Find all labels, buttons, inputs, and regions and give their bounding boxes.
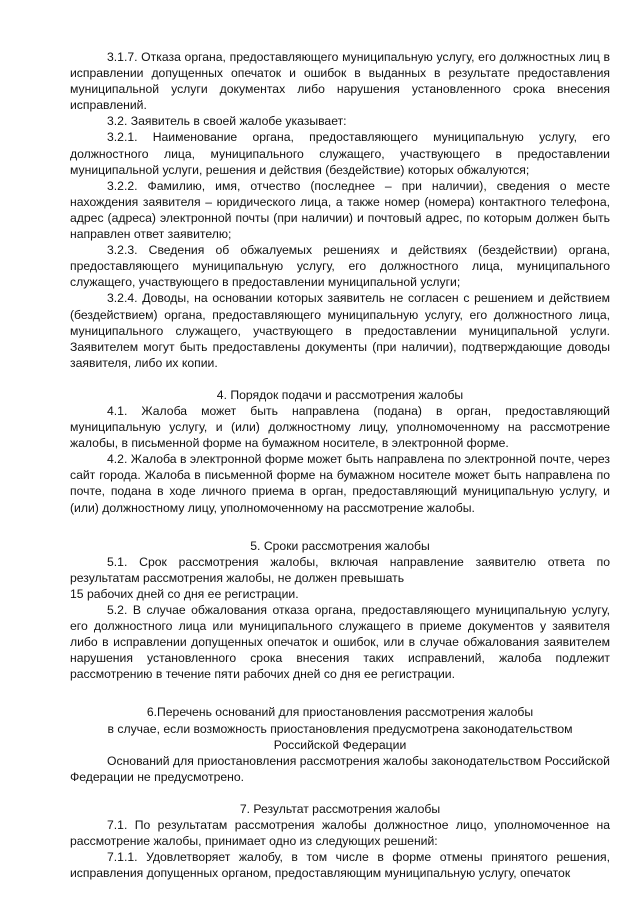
paragraph-4-1: 4.1. Жалоба может быть направлена (подана) в орган, предоставляющий муниципальную услугу, и (или) должностному лицу, уполномоченному на рассмотрение жалобы, в письменной форме на бумажном носителе, в электронной форме. [70, 403, 610, 451]
heading-section-6-line-2: в случае, если возможность приостановления предусмотрена законодательством [107, 721, 573, 736]
spacer [70, 516, 610, 538]
spacer [70, 682, 610, 704]
paragraph-3-2-4: 3.2.4. Доводы, на основании которых заявитель не согласен с решением и действием (бездействием) органа, предоставляющего муниципальную услугу, его должностного лица, муниципального служащего, участвующего в предоставлении муниципальной услуги. Заявителем могут быть предоставлены документы (при наличии), подтверждающие доводы заявителя, либо их копии. [70, 291, 610, 370]
heading-section-4: 4. Порядок подачи и рассмотрения жалобы [216, 387, 464, 402]
paragraph-3-1-7: 3.1.7. Отказа органа, предоставляющего муниципальную услугу, его должностных лиц в исправлении допущенных опечаток и ошибок в выданных в результате предоставления муниципальной услуги документах либо нарушения установленного срока внесения исправлений. [70, 50, 610, 113]
spacer [70, 785, 610, 801]
paragraph-3-2-3: 3.2.3. Сведения об обжалуемых решениях и действиях (бездействии) органа, предоставляющего муниципальную услугу, его должностного лица, муниципального служащего, участвующего в предоставлении муниципальной услуги; [70, 243, 610, 290]
paragraph-6: Оснований для приостановления рассмотрения жалобы законодательством Российской Федерации не предусмотрено. [70, 753, 610, 784]
paragraph-4-2: 4.2. Жалоба в электронной форме может быть направлена по электронной почте, через сайт города. Жалоба в письменной форме на бумажном носителе может быть направлена по почте, подана в ходе личного приема в орган, предоставляющий муниципальную услугу, и (или) должностному лицу, уполномоченному на рассмотрение жалобы. [70, 452, 610, 515]
paragraph-5-2: 5.2. В случае обжалования отказа органа, предоставляющего муниципальную услугу, его должностного лица или муниципального служащего в приеме документов у заявителя либо в исправлении допущенных опечаток и ошибок, или в случае обжалования заявителем нарушения установленного срока внесения таких исправлений, жалоба подлежит рассмотрению в течение пяти рабочих дней со дня ее регистрации. [70, 603, 610, 682]
spacer [70, 371, 610, 387]
document-body [70, 49, 610, 881]
heading-section-6-line-3: Российской Федерации [273, 737, 407, 752]
paragraph-5-1-continuation: 15 рабочих дней со дня ее регистрации. [70, 586, 299, 601]
paragraph-3-2: 3.2. Заявитель в своей жалобе указывает: [107, 114, 347, 129]
paragraph-3-2-1: 3.2.1. Наименование органа, предоставляющего муниципальную услугу, его должностного лица, муниципального служащего, участвующего в предоставлении муниципальной услуги, решения и действия (бездействие) которых обжалуются; [70, 130, 610, 177]
heading-section-5: 5. Сроки рассмотрения жалобы [250, 538, 430, 553]
heading-section-6-line-1: 6.Перечень оснований для приостановления рассмотрения жалобы [146, 705, 534, 720]
paragraph-3-2-2: 3.2.2. Фамилию, имя, отчество (последнее – при наличии), сведения о месте нахождения заявителя – юридического лица, а также номер (номера) контактного телефона, адрес (адреса) электронной почты (при наличии) и почтовый адрес, по которым должен быть направлен ответ заявителю; [70, 178, 610, 242]
paragraph-7-1: 7.1. По результатам рассмотрения жалобы должностное лицо, уполномоченное на рассмотрение жалобы, принимает одно из следующих решений: [70, 818, 610, 849]
paragraph-7-1-1: 7.1.1. Удовлетворяет жалобу, в том числе в форме отмены принятого решения, исправления допущенных органом, предоставляющим муниципальную услугу, опечаток [70, 850, 610, 881]
paragraph-5-1: 5.1. Срок рассмотрения жалобы, включая направление заявителю ответа по результатам рассмотрения жалобы, не должен превышать [70, 554, 610, 585]
heading-section-7: 7. Результат рассмотрения жалобы [239, 801, 441, 816]
